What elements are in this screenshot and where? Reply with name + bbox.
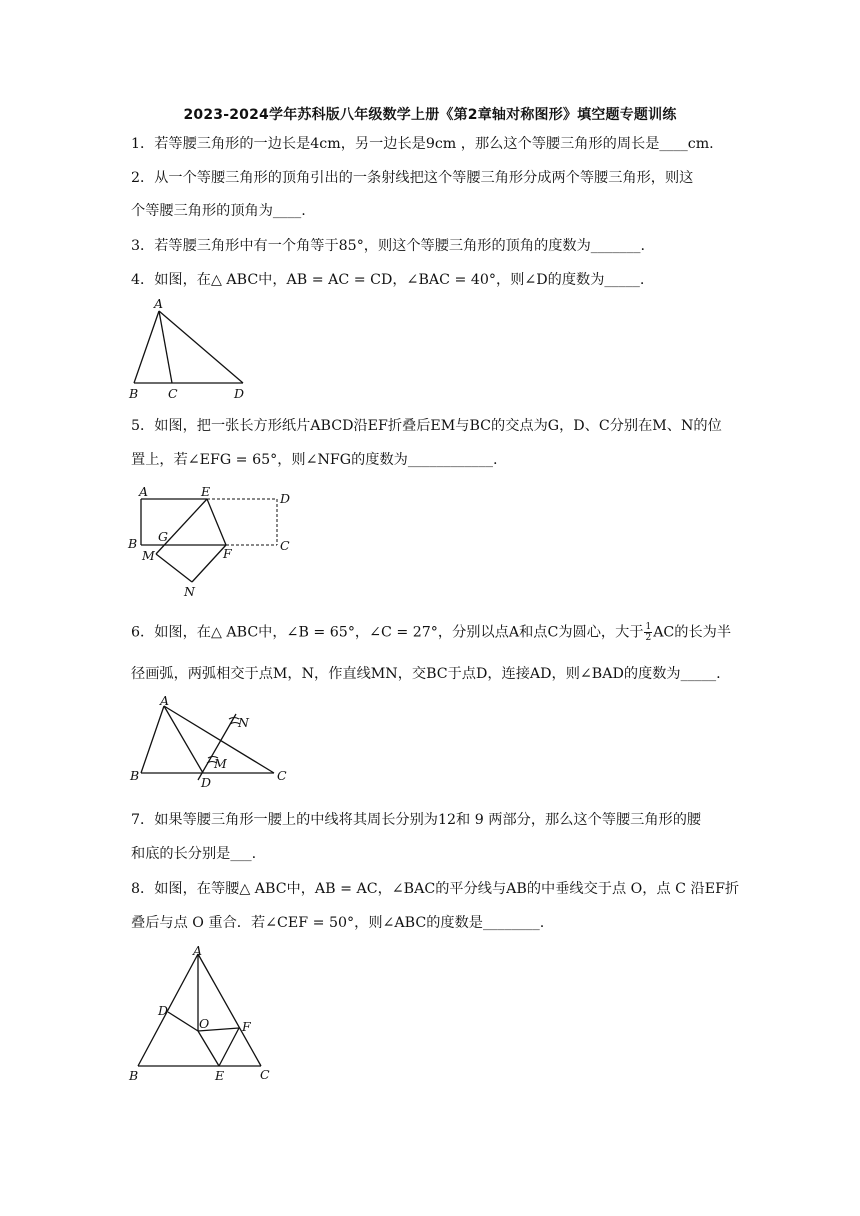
label-c: C xyxy=(168,386,178,401)
question-4: 4．如图，在△ ABC中，AB = AC = CD，∠BAC = 40°，则∠D的度数为_____. xyxy=(131,272,645,288)
question-6-text-pre: 6．如图，在△ ABC中，∠B = 65°，∠C = 27°，分别以点A和点C为圆心，大于 xyxy=(131,624,644,641)
figure-6 xyxy=(126,694,296,794)
label-m: M xyxy=(214,756,227,771)
label-e: E xyxy=(201,484,211,499)
label-e: E xyxy=(215,1068,225,1083)
question-6-line-2: 径画弧，两弧相交于点M，N，作直线MN，交BC于点D，连接AD，则∠BAD的度数为_____. xyxy=(131,666,721,682)
label-b: B xyxy=(129,1068,139,1083)
segment-mn xyxy=(156,554,192,582)
figure-8 xyxy=(126,942,276,1087)
label-a: A xyxy=(160,693,170,708)
label-m: M xyxy=(142,548,155,563)
label-c: C xyxy=(280,538,290,553)
segment-ad xyxy=(164,706,203,773)
label-c: C xyxy=(277,768,287,783)
label-n: N xyxy=(238,715,249,730)
question-2-line-1: 2．从一个等腰三角形的顶角引出的一条射线把这个等腰三角形分成两个等腰三角形，则这 xyxy=(131,170,694,186)
label-a: A xyxy=(154,296,164,311)
label-d: D xyxy=(201,775,212,790)
figure-4 xyxy=(126,296,266,406)
segment-do xyxy=(168,1012,198,1031)
question-5-line-1: 5．如图，把一张长方形纸片ABCD沿EF折叠后EM与BC的交点为G，D、C分别在M、N的位 xyxy=(131,418,722,434)
segment-ac xyxy=(159,311,172,383)
label-d: D xyxy=(280,491,291,506)
label-f: F xyxy=(223,546,232,561)
label-b: B xyxy=(130,768,140,783)
segment-ab xyxy=(141,706,164,773)
label-d: D xyxy=(234,386,245,401)
label-n: N xyxy=(184,584,195,599)
segment-nf xyxy=(192,545,226,582)
question-7-line-1: 7．如果等腰三角形一腰上的中线将其周长分别为12和 9 两部分，那么这个等腰三角形的腰 xyxy=(131,812,702,828)
segment-ac xyxy=(198,954,261,1066)
segment-ab xyxy=(134,311,159,383)
question-7-line-2: 和底的长分别是___. xyxy=(131,846,257,862)
question-1: 1．若等腰三角形的一边长是4cm，另一边长是9cm ，那么这个等腰三角形的周长是____cm. xyxy=(131,136,714,152)
fraction-denominator: 2 xyxy=(645,633,652,643)
question-5-line-2: 置上，若∠EFG = 65°，则∠NFG的度数为____________. xyxy=(131,452,498,468)
question-3: 3．若等腰三角形中有一个角等于85°，则这个等腰三角形的顶角的度数为_______. xyxy=(131,238,645,254)
segment-em xyxy=(156,499,207,554)
label-g: G xyxy=(158,529,168,544)
label-b: B xyxy=(129,386,139,401)
question-8-line-1: 8．如图，在等腰△ ABC中，AB = AC，∠BAC的平分线与AB的中垂线交于点 O，点 C 沿EF折 xyxy=(131,881,740,897)
fraction-one-half xyxy=(644,622,652,643)
label-a: A xyxy=(139,484,149,499)
label-f: F xyxy=(242,1019,251,1034)
segment-oe xyxy=(198,1031,219,1066)
label-o: O xyxy=(199,1016,210,1031)
label-b: B xyxy=(128,536,138,551)
label-a: A xyxy=(193,943,203,958)
fraction-numerator: 1 xyxy=(645,622,652,632)
figure-5 xyxy=(126,484,306,599)
question-2-line-2: 个等腰三角形的顶角为____. xyxy=(131,203,306,219)
segment-ad xyxy=(159,311,243,383)
question-8-line-2: 叠后与点 O 重合．若∠CEF = 50°，则∠ABC的度数是________. xyxy=(131,915,545,931)
label-c: C xyxy=(260,1067,270,1082)
question-6-text-post: AC的长为半 xyxy=(653,624,732,641)
question-6-line-1 xyxy=(131,622,751,643)
segment-ef xyxy=(207,499,226,545)
page-title: 2023-2024学年苏科版八年级数学上册《第2章轴对称图形》填空题专题训练 xyxy=(183,107,677,123)
label-d: D xyxy=(158,1003,169,1018)
segment-ef xyxy=(219,1028,239,1066)
